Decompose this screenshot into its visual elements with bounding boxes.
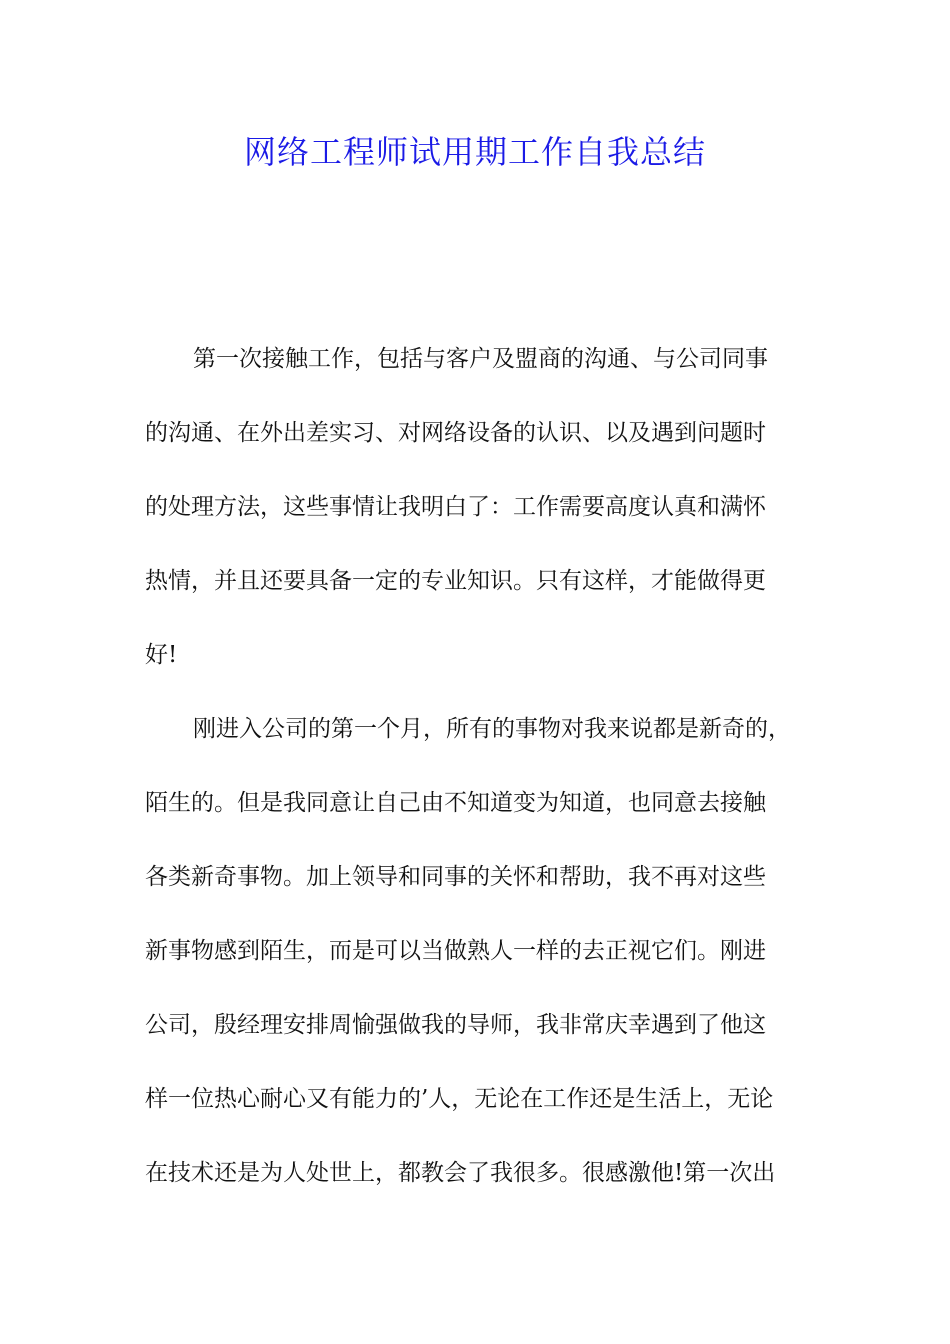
paragraph-1	[145, 336, 809, 679]
paragraph-2-line-2: 陌生的。但是我同意让自己由不知道变为知道，也同意去接触	[145, 790, 766, 816]
paragraph-1-line-2: 的沟通、在外出差实习、对网络设备的认识、以及遇到问题时	[145, 420, 766, 446]
paragraph-1-line-3: 的处理方法，这些事情让我明白了：工作需要高度认真和满怀	[145, 494, 766, 520]
paragraph-2-line-3: 各类新奇事物。加上领导和同事的关怀和帮助，我不再对这些	[145, 864, 766, 890]
paragraph-2-line-6: 样一位热心耐心又有能力的’人，无论在工作还是生活上，无论	[145, 1086, 774, 1112]
paragraph-1-line-5: 好!	[145, 642, 178, 668]
paragraph-2-line-7: 在技术还是为人处世上，都教会了我很多。很感激他!第一次出	[145, 1160, 776, 1186]
paragraph-2	[145, 706, 809, 1197]
document-title: 网络工程师试用期工作自我总结	[243, 133, 706, 171]
document-body	[145, 336, 809, 1224]
paragraph-2-line-1: 刚进入公司的第一个月，所有的事物对我来说都是新奇的，	[193, 716, 791, 742]
paragraph-2-line-5: 公司，殷经理安排周愉强做我的导师，我非常庆幸遇到了他这	[145, 1012, 766, 1038]
paragraph-1-line-4: 热情，并且还要具备一定的专业知识。只有这样，才能做得更	[145, 568, 766, 594]
paragraph-1-line-1: 第一次接触工作，包括与客户及盟商的沟通、与公司同事	[193, 346, 768, 372]
paragraph-2-line-4: 新事物感到陌生，而是可以当做熟人一样的去正视它们。刚进	[145, 938, 766, 964]
